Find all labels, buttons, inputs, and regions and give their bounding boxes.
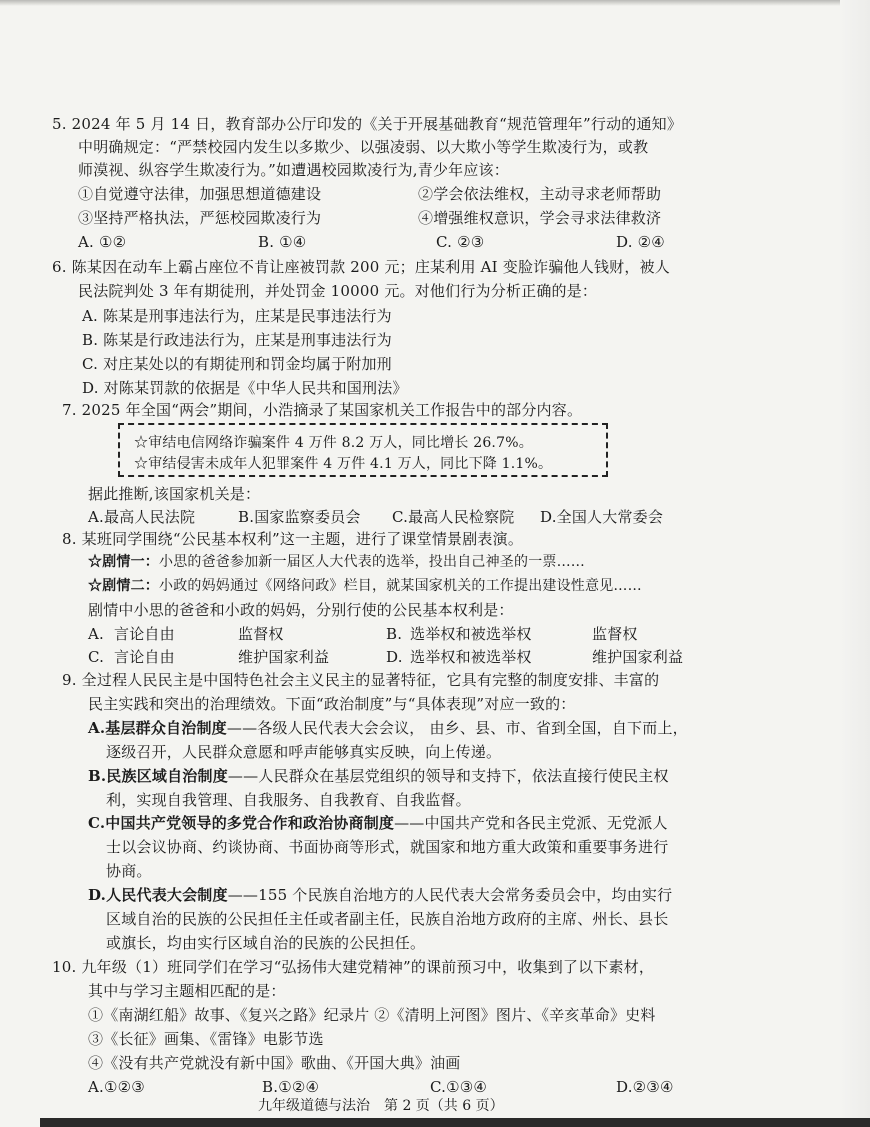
q8-choice-b-first: 选举权和被选举权 xyxy=(410,625,532,643)
q5-option-2: ②学会依法维权，主动寻求老师帮助 xyxy=(418,185,662,203)
q9-stem-line-1: 9. 全过程人民民主是中国特色社会主义民主的显著特征，它具有完整的制度安排、丰富的 xyxy=(62,671,660,689)
q9-option-a-line-2: 逐级召开，人民群众意愿和呼声能够真实反映，向上传递。 xyxy=(106,743,502,761)
q5-stem-line-2: 中明确规定：“严禁校园内发生以多欺少、以强凌弱、以大欺小等学生欺凌行为，或教 xyxy=(78,138,649,156)
q8-choice-d-letter: D. xyxy=(386,648,403,666)
q8-scene-1-text: 小思的爸爸参加新一届区人大代表的选举，投出自己神圣的一票…… xyxy=(159,554,585,570)
q6-stem-line-1: 6. 陈某因在动车上霸占座位不肯让座被罚款 200 元；庄某利用 AI 变脸诈骗他人钱财，被人 xyxy=(52,258,670,276)
q9-option-c-line-3: 协商。 xyxy=(106,862,152,880)
q8-scene-1-label: ☆剧情一： xyxy=(88,554,159,570)
q9-option-c-line-1 xyxy=(88,812,668,834)
q10-choice-c: C.①③④ xyxy=(430,1078,488,1096)
q8-choice-c-second: 维护国家利益 xyxy=(238,648,330,666)
q8-stem: 8. 某班同学围绕“公民基本权利”这一主题，进行了课堂情景剧表演。 xyxy=(62,530,524,548)
q5-choice-a: A. ①② xyxy=(78,233,127,251)
q7-choice-a: A.最高人民法院 xyxy=(88,508,196,526)
q8-choice-d-first: 选举权和被选举权 xyxy=(410,648,532,666)
q7-box-line-2: ☆审结侵害未成年人犯罪案件 4 万件 4.1 万人，同比下降 1.1%。 xyxy=(134,456,553,472)
q7-question: 据此推断,该国家机关是： xyxy=(88,485,261,503)
q8-scene-2-label: ☆剧情二： xyxy=(88,578,159,594)
q10-stem-line-1: 10. 九年级（1）班同学们在学习“弘扬伟大建党精神”的课前预习中，收集到了以下素材， xyxy=(52,958,655,976)
q5-option-3: ③坚持严格执法，严惩校园欺凌行为 xyxy=(78,209,322,227)
q7-stem: 7. 2025 年全国“两会”期间，小浩摘录了某国家机关工作报告中的部分内容。 xyxy=(62,401,583,419)
q6-stem-line-2: 民法院判处 3 年有期徒刑，并处罚金 10000 元。对他们行为分析正确的是： xyxy=(78,282,598,300)
q5-choice-b: B. ①④ xyxy=(258,233,307,251)
q6-option-d: D. 对陈某罚款的依据是《中华人民共和国刑法》 xyxy=(82,379,408,397)
q10-material-3: ④《没有共产党就没有新中国》歌曲、《开国大典》油画 xyxy=(88,1054,461,1072)
q8-scene-1 xyxy=(88,551,585,573)
q6-option-c: C. 对庄某处以的有期徒刑和罚金均属于附加刑 xyxy=(82,355,392,373)
q10-material-2: ③《长征》画集、《雷锋》电影节选 xyxy=(88,1030,324,1048)
q5-stem-line-3: 师漠视、纵容学生欺凌行为。”如遭遇校园欺凌行为,青少年应该： xyxy=(78,161,509,179)
q9-option-a-line-1 xyxy=(88,717,688,739)
q8-choice-a-second: 监督权 xyxy=(238,625,284,643)
q9-option-d-line-3: 或旗长，均由实行区域自治的民族的公民担任。 xyxy=(106,934,426,952)
q9-option-c-line-2: 士以会议协商、约谈协商、书面协商等形式，就国家和地方重大政策和重要事务进行 xyxy=(106,838,669,856)
q7-choice-d: D.全国人大常委会 xyxy=(540,508,664,526)
q9-option-a-title: A.基层群众自治制度 xyxy=(88,719,227,737)
q9-option-b-text-1: ——人民群众在基层党组织的领导和支持下，依法直接行使民主权 xyxy=(227,767,669,785)
q9-option-b-line-2: 利，实现自我管理、自我服务、自我教育、自我监督。 xyxy=(106,791,471,809)
q8-choice-a-first: 言论自由 xyxy=(114,625,175,643)
q5-stem-line-1: 5. 2024 年 5 月 14 日，教育部办公厅印发的《关于开展基础教育“规范管理年”行动的通知》 xyxy=(52,115,683,133)
q8-scene-2 xyxy=(88,575,642,597)
q10-choice-b: B.①②④ xyxy=(262,1078,320,1096)
q7-box-line-1: ☆审结电信网络诈骗案件 4 万件 8.2 万人，同比增长 26.7%。 xyxy=(134,435,533,451)
q8-choice-b-letter: B. xyxy=(386,625,403,643)
q9-option-b-title: B.民族区域自治制度 xyxy=(88,767,228,785)
scan-edge-right xyxy=(840,0,870,1127)
page-footer: 九年级道德与法治 第 2 页（共 6 页） xyxy=(258,1098,504,1114)
q8-question: 剧情中小思的爸爸和小政的妈妈，分别行使的公民基本权利是： xyxy=(88,601,514,619)
q8-choice-b-second: 监督权 xyxy=(592,625,638,643)
q9-option-a-text-1: ——各级人民代表大会会议， 由乡、县、市、省到全国，自下而上， xyxy=(226,719,688,737)
q6-option-a: A. 陈某是刑事违法行为，庄某是民事违法行为 xyxy=(82,307,392,325)
q8-choice-c-letter: C. xyxy=(88,648,105,666)
q9-option-b-line-1 xyxy=(88,765,669,787)
q9-option-c-title: C.中国共产党领导的多党合作和政治协商制度 xyxy=(88,814,395,832)
q8-scene-2-text: 小政的妈妈通过《网络问政》栏目，就某国家机关的工作提出建设性意见…… xyxy=(159,578,642,594)
q5-option-1: ①自觉遵守法律，加强思想道德建设 xyxy=(78,185,322,203)
q8-choice-a-letter: A. xyxy=(88,625,105,643)
q7-choice-b: B.国家监察委员会 xyxy=(238,508,361,526)
q5-option-4: ④增强维权意识，学会寻求法律救济 xyxy=(418,209,662,227)
q9-option-d-line-1 xyxy=(88,884,672,906)
q9-stem-line-2: 民主实践和突出的治理绩效。下面“政治制度”与“具体表现”对应一致的： xyxy=(88,695,576,713)
q10-stem-line-2: 其中与学习主题相匹配的是： xyxy=(88,982,286,1000)
q9-option-d-text-1: ——155 个民族自治地方的人民代表大会常务委员会中，均由实行 xyxy=(227,886,673,904)
q10-choice-d: D.②③④ xyxy=(616,1078,674,1096)
q8-choice-c-first: 言论自由 xyxy=(114,648,175,666)
q9-option-d-title: D.人民代表大会制度 xyxy=(88,886,228,904)
q7-choice-c: C.最高人民检察院 xyxy=(392,508,515,526)
q5-choice-c: C. ②③ xyxy=(436,233,485,251)
q6-option-b: B. 陈某是行政违法行为，庄某是刑事违法行为 xyxy=(82,331,392,349)
q10-material-1: ①《南湖红船》故事、《复兴之路》纪录片 ②《清明上河图》图片、《辛亥革命》史料 xyxy=(88,1006,656,1024)
q9-option-d-line-2: 区域自治的民族的公民担任主任或者副主任，民族自治地方政府的主席、州长、县长 xyxy=(106,910,669,928)
scan-edge-top xyxy=(0,0,870,6)
scan-edge-bottom xyxy=(40,1118,870,1127)
q9-option-c-text-1: ——中国共产党和各民主党派、无党派人 xyxy=(394,814,668,832)
q10-choice-a: A.①②③ xyxy=(88,1078,145,1096)
q5-choice-d: D. ②④ xyxy=(616,233,665,251)
q8-choice-d-second: 维护国家利益 xyxy=(592,648,684,666)
